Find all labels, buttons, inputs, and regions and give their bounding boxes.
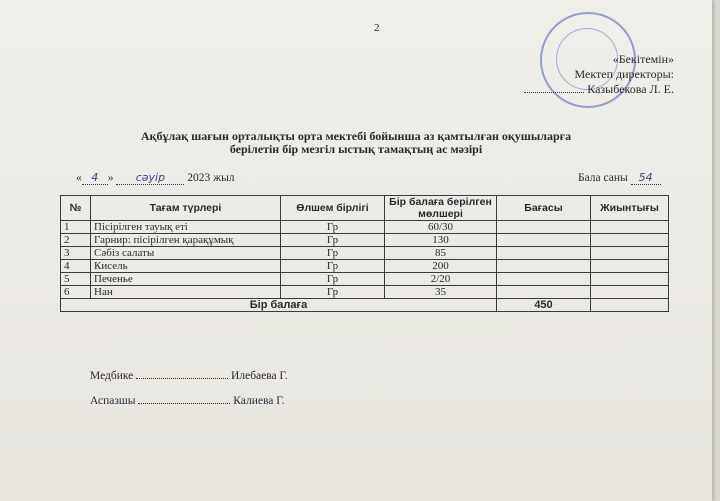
row-total [591,273,669,286]
row-total [591,247,669,260]
row-amount: 85 [385,247,497,260]
row-number: 4 [61,260,91,273]
table-row [61,273,669,286]
signature-role: Аспазшы [90,395,136,407]
row-unit: Гр [281,273,385,286]
date-close-quote: » [107,172,114,184]
signature-line [524,92,584,93]
signature-blank [136,378,228,379]
row-dish: Нан [91,286,281,299]
row-amount: 60/30 [385,221,497,234]
row-unit: Гр [281,221,385,234]
table-row [61,247,669,260]
row-amount: 130 [385,234,497,247]
nurse-signature-line [90,370,288,382]
row-number: 6 [61,286,91,299]
row-number: 5 [61,273,91,286]
table-row [61,221,669,234]
approval-role: Мектеп директоры: [574,67,674,81]
child-count-value: 54 [631,171,661,185]
row-price [497,247,591,260]
row-dish: Пісірілген тауық еті [91,221,281,234]
approval-name: Казыбекова Л. Е. [587,82,674,96]
row-price [497,260,591,273]
row-total [591,234,669,247]
row-total [591,286,669,299]
row-amount: 2/20 [385,273,497,286]
row-dish: Печенье [91,273,281,286]
row-dish: Гарнир: пісірілген қарақұмық [91,234,281,247]
row-unit: Гр [281,260,385,273]
child-count-label: Бала саны [578,172,628,184]
row-amount: 35 [385,286,497,299]
row-price [497,273,591,286]
row-number: 3 [61,247,91,260]
approval-heading: «Бекітемін» [612,52,674,66]
col-header-unit: Өлшем бірлігі [281,196,385,221]
row-unit: Гр [281,234,385,247]
row-amount: 200 [385,260,497,273]
menu-table [60,195,669,312]
row-price [497,286,591,299]
page-number: 2 [374,22,380,34]
document-title-line2: берілетін бір мезгіл ыстық тамақтың ас мәзірі [229,142,483,156]
table-row [61,260,669,273]
col-header-price: Бағасы [497,196,591,221]
signature-name: Калиева Г. [233,395,285,407]
date-year: 2023 жыл [187,172,235,184]
date-month: сәуір [116,171,184,185]
table-row [61,234,669,247]
col-header-amount: Бір балаға берілген мөлшері [385,196,497,221]
row-dish: Кисель [91,260,281,273]
child-count [578,171,661,185]
signature-name: Илебаева Г. [231,370,288,382]
approval-name-line [524,82,674,97]
row-price [497,221,591,234]
table-footer-row [61,299,669,312]
row-dish: Сәбіз салаты [91,247,281,260]
table-row [61,286,669,299]
footer-total [591,299,669,312]
footer-price: 450 [497,299,591,312]
row-unit: Гр [281,247,385,260]
col-header-dish: Тағам түрлері [91,196,281,221]
row-price [497,234,591,247]
date-open-quote: « [76,172,82,184]
col-header-number: № [61,196,91,221]
date-line [76,171,235,185]
signature-role: Медбике [90,370,134,382]
approval-block [524,52,674,97]
col-header-total: Жиынтығы [591,196,669,221]
row-number: 1 [61,221,91,234]
signature-blank [138,403,230,404]
cook-signature-line [90,395,284,407]
date-day: 4 [82,171,108,185]
row-total [591,221,669,234]
document-title-line1: Ақбұлақ шағын орталықты орта мектебі бойынша аз қамтылған оқушыларға [140,129,572,143]
table-header-row [61,196,669,221]
row-total [591,260,669,273]
row-unit: Гр [281,286,385,299]
row-number: 2 [61,234,91,247]
footer-label: Бір балаға [61,299,497,312]
